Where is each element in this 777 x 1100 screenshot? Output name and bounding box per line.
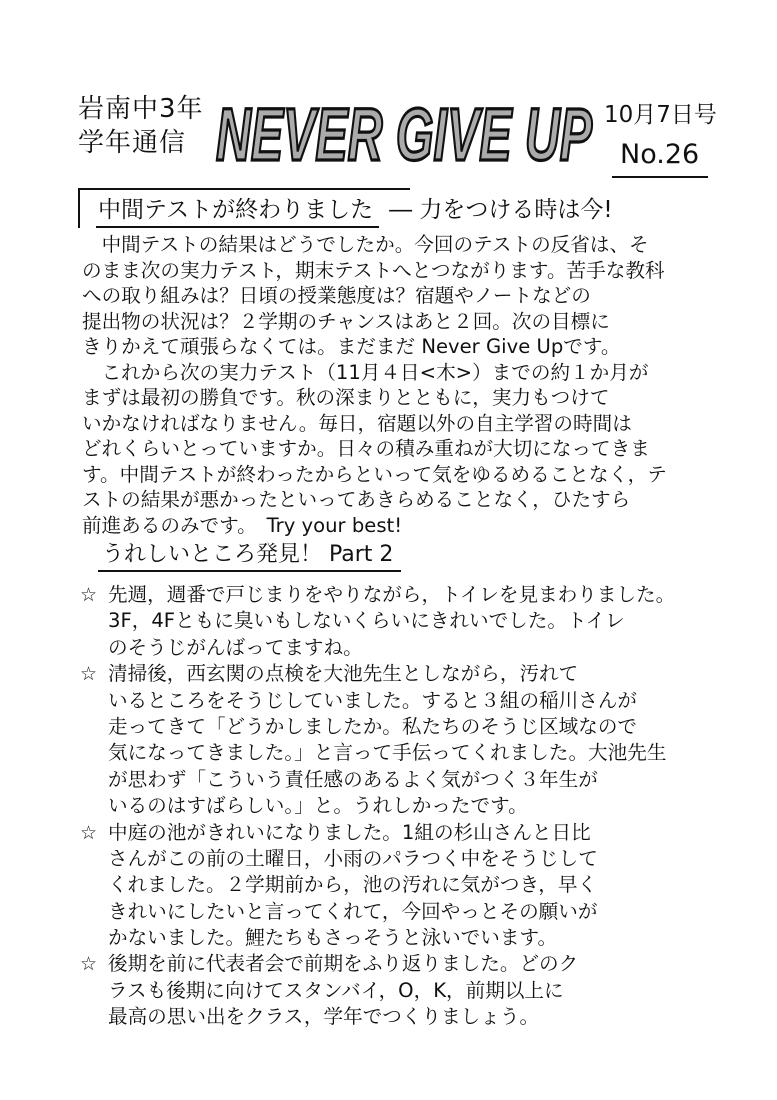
body-line: きりかえて頑張らなくては。まだまだ Never Give Upです。 [82,335,621,358]
list-item [80,661,675,819]
body-line: 中間テストの結果はどうでしたか。今回のテストの反省は、そ [82,233,649,256]
list-item [80,951,675,1030]
item-line: きれいにしたいと言ってくれて，今回やっとその願いが [108,899,598,923]
school-header [78,92,204,160]
item-line: が思わず「こういう責任感のあるよく気がつく３年生が [108,767,598,791]
section1-title: 中間テストが終わりました [96,191,379,228]
item-line: いるのはすばらしい。」と。うれしかったです。 [108,794,528,818]
issue-underline [612,176,708,178]
body-line: への取り組みは？日頃の授業態度は？宿題やノートなどの [82,284,591,307]
section2-title: うれしいところ発見！ Part 2 [98,537,401,572]
body-line: 提出物の状況は？２学期のチャンスはあと２回。次の目標に [82,309,610,333]
item-line: 中庭の池がきれいになりました。1組の杉山さんと日比 [108,820,591,844]
body-line: いかなければなりません。毎日，宿題以外の自主学習の時間は [82,411,632,435]
logo-hatch: NEVER GIVE UP [216,93,593,174]
section1-subtitle: ― 力をつける時は今! [389,197,613,223]
newsletter-type: 学年通信 [78,128,187,158]
section1-body [82,232,667,538]
star-icon: ☆ [80,953,98,976]
body-line: 前進あるのみです。 Try your best! [82,513,403,537]
body-line: これから次の実力テスト（11月４日<木>）までの約１か月が [82,360,649,384]
star-icon: ☆ [80,663,98,686]
item-line: 先週，週番で戸じまりをやりながら，トイレを見まわりました。 [108,583,676,606]
body-line: ストの結果が悪かったといってあきらめることなく，ひたすら [82,488,631,511]
body-line: のまま次の実力テスト，期末テストへとつながります。苦手な教科 [82,258,665,282]
item-line: さんがこの前の土曜日，小雨のパラつく中をそうじして [108,846,598,870]
star-icon: ☆ [80,821,98,844]
item-line: かないました。鯉たちもさっそうと泳いでいます。 [108,926,558,950]
section1-heading [96,191,613,228]
item-line: 気になってきました。」と言って手伝ってくれました。大池先生 [108,741,667,765]
item-line: のそうじがんばってますね。 [108,635,363,659]
section2-heading [98,537,401,572]
item-line: 最高の思い出をクラス，学年でつくりましょう。 [108,1005,540,1029]
item-line: 後期を前に代表者会で前期をふり返りました。どのク [108,952,579,976]
newsletter-logo [212,82,598,174]
item-line: ラスも後期に向けてスタンバイ，O，K，前期以上に [108,978,564,1002]
school-name: 岩南中3年 [78,94,204,124]
logo-text: NEVER GIVE UP [216,93,593,174]
section2-list [80,582,675,1031]
item-line: 走ってきて「どうかしましたか。私たちのそうじ区域なので [108,714,638,738]
body-line: どれくらいとっていますか。日々の積み重ねが大切になってきま [82,437,650,460]
body-line: す。中間テストが終わったからといって気をゆるめることなく，テ [82,462,667,486]
list-item [80,820,675,952]
item-line: 清掃後，西玄関の点検を大池先生としながら，汚れて [108,662,579,686]
issue-number: No.26 [620,139,700,170]
list-item [80,582,675,661]
issue-date: 10月7日号 [604,102,717,128]
star-icon: ☆ [80,584,98,606]
item-line: 3F，4Fともに臭いもしないくらいにきれいでした。トイレ [108,609,625,633]
body-line: まずは最初の勝負です。秋の深まりとともに，実力もつけて [82,386,610,409]
item-line: いるところをそうじしていました。すると３組の稲川さんが [108,688,638,712]
item-line: くれました。２学期前から，池の汚れに気がつき，早く [108,873,598,897]
